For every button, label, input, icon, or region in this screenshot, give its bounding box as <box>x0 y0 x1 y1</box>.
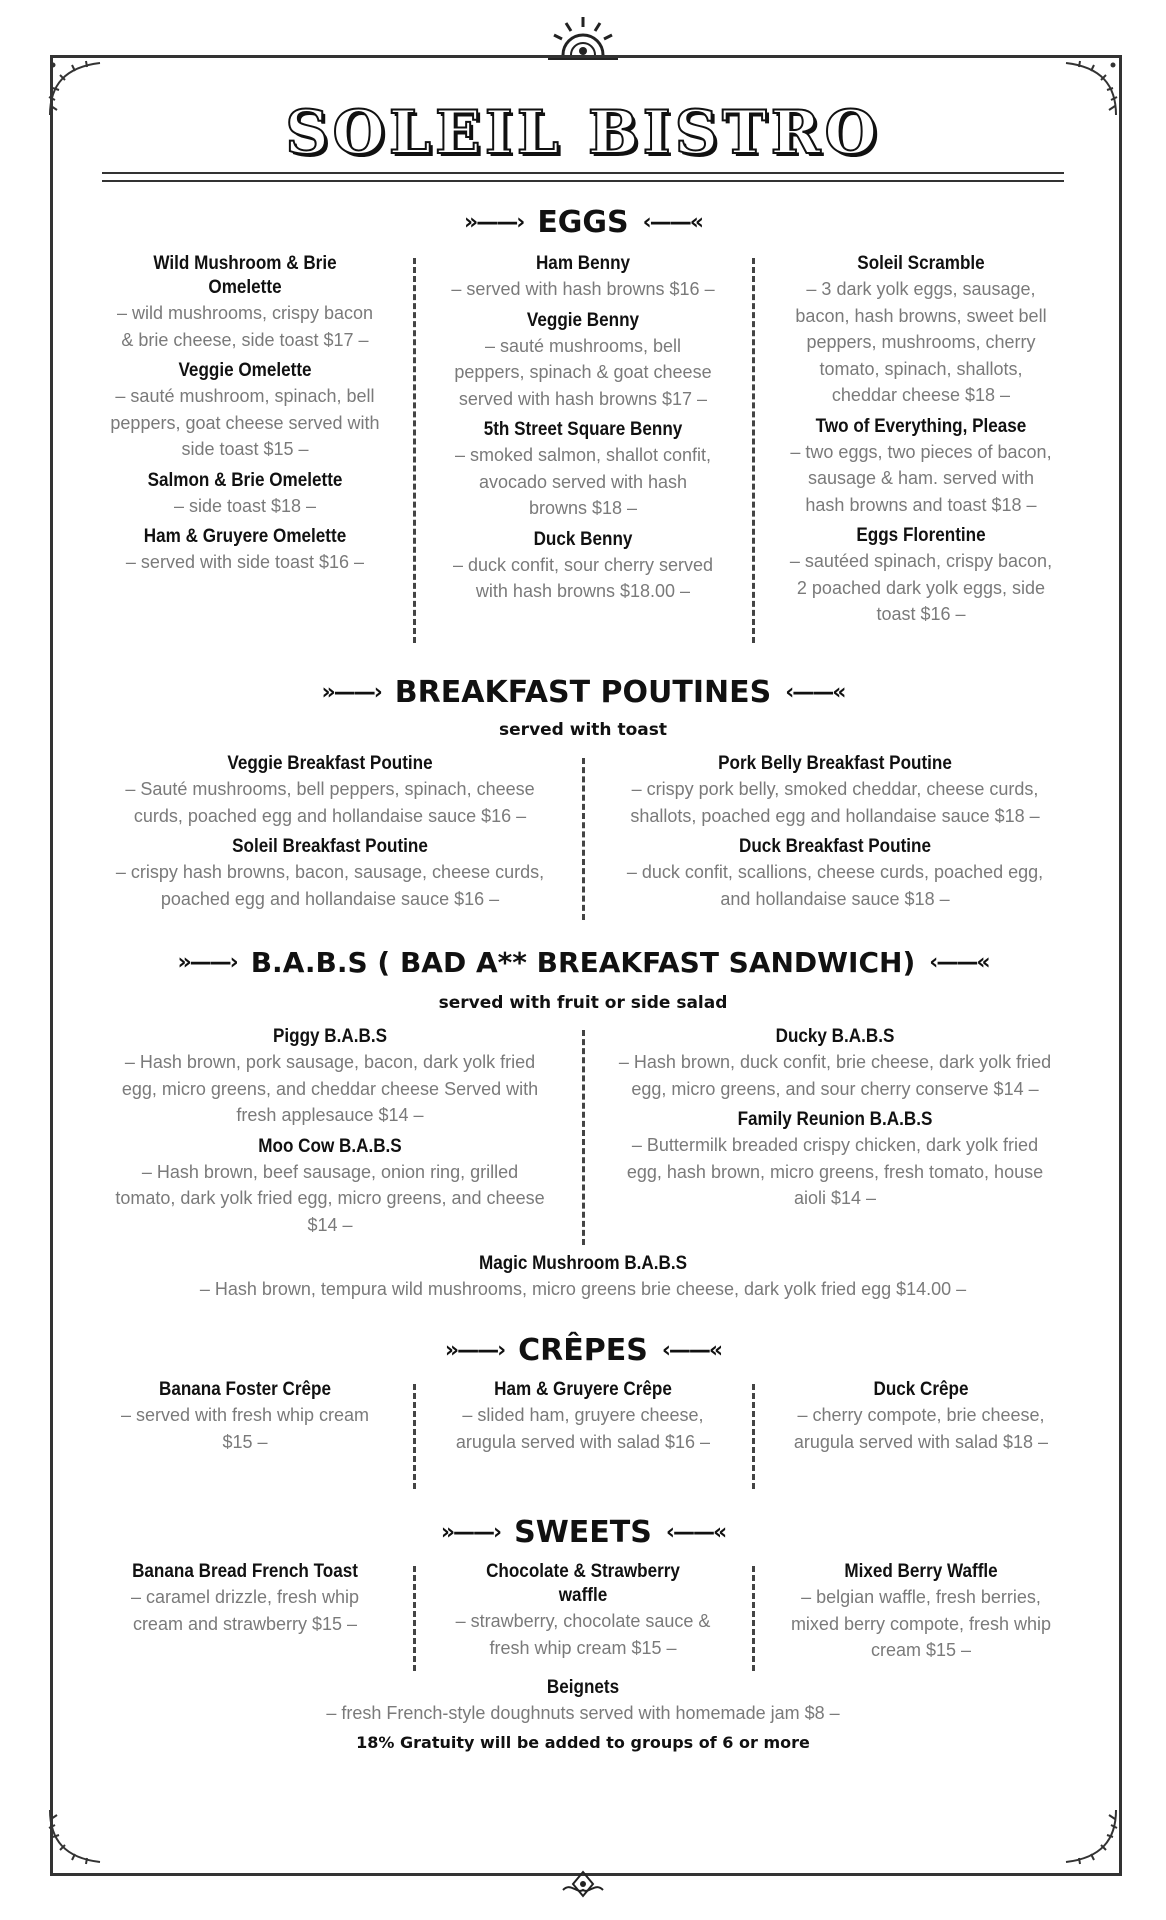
babs-heading <box>0 946 1166 979</box>
section-title: BREAKFAST POUTINES <box>394 675 772 710</box>
item-name: Banana Bread French Toast <box>132 1561 358 1582</box>
item-description: – sauté mushrooms, bell peppers, spinach & goat cheese served with hash browns $17 – <box>454 335 712 409</box>
item-name: Ducky B.A.B.S <box>775 1026 895 1047</box>
menu-item <box>448 528 718 605</box>
menu-item <box>615 835 1055 912</box>
menu-item <box>110 1252 1056 1303</box>
sweets-column-3 <box>786 1560 1056 1670</box>
item-description: – crispy pork belly, smoked cheddar, cheese curds, shallots, poached egg and hollandaise sauce $18 – <box>630 779 1040 826</box>
menu-item <box>448 309 718 413</box>
menu-item <box>110 469 380 520</box>
item-description: – fresh French-style doughnuts served with homemade jam $8 – <box>326 1703 840 1723</box>
poutines-column-2 <box>615 752 1055 918</box>
item-description: – caramel drizzle, fresh whip cream and strawberry $15 – <box>130 1587 360 1634</box>
menu-item <box>786 1560 1056 1664</box>
eggs-column-3 <box>786 252 1056 634</box>
item-description: – Hash brown, pork sausage, bacon, dark yolk fried egg, micro greens, and cheddar cheese Served with fresh applesauce $14 – <box>121 1052 539 1125</box>
column-divider <box>413 1384 416 1489</box>
gratuity-note: 18% Gratuity will be added to groups of 6 or more <box>356 1733 810 1752</box>
item-name: Eggs Florentine <box>856 525 986 546</box>
menu-item <box>110 1676 1056 1727</box>
item-name: Veggie Omelette <box>178 360 312 381</box>
eggs-heading <box>0 205 1166 240</box>
sweets-column-1 <box>110 1560 380 1643</box>
babs-full-width <box>110 1252 1056 1309</box>
item-name: Soleil Breakfast Poutine <box>232 836 428 857</box>
item-description: – served with fresh whip cream $15 – <box>120 1405 370 1452</box>
item-name: Banana Foster Crêpe <box>158 1379 332 1400</box>
item-description: – slided ham, gruyere cheese, arugula served with salad $16 – <box>455 1405 711 1452</box>
sweets-heading <box>0 1515 1166 1550</box>
arrow-right-icon: »——› <box>177 950 237 975</box>
crepes-column-2 <box>448 1378 718 1461</box>
item-description: – cherry compote, brie cheese, arugula served with salad $18 – <box>793 1405 1049 1452</box>
item-name: Ham & Gruyere Omelette <box>143 526 347 547</box>
menu-item <box>110 1378 380 1455</box>
crepes-column-1 <box>110 1378 380 1461</box>
item-description: – Sauté mushrooms, bell peppers, spinach, cheese curds, poached egg and hollandaise sauce $16 – <box>125 779 535 826</box>
item-name: Piggy B.A.B.S <box>272 1026 388 1047</box>
section-subtitle: served with fruit or side salad <box>438 993 728 1013</box>
menu-item <box>615 1108 1055 1212</box>
column-divider <box>582 758 585 920</box>
eggs-column-2 <box>448 252 718 611</box>
menu-item <box>110 525 380 576</box>
item-description: – 3 dark yolk eggs, sausage, bacon, hash browns, sweet bell peppers, mushrooms, cherry tomato, spinach, shallots, cheddar cheese $18 – <box>795 279 1047 405</box>
menu-item <box>110 835 550 912</box>
item-name: Two of Everything, Please <box>815 415 1027 437</box>
poutines-column-1 <box>110 752 550 918</box>
sun-icon <box>548 15 618 65</box>
item-description: – Buttermilk breaded crispy chicken, dark yolk fried egg, hash brown, micro greens, fresh tomato, house aioli $14 – <box>626 1135 1044 1208</box>
item-description: – Hash brown, duck confit, brie cheese, dark yolk fried egg, micro greens, and sour cherry conserve $14 – <box>618 1052 1052 1099</box>
corner-flourish-icon <box>45 1800 115 1870</box>
item-description: – sautéed spinach, crispy bacon, 2 poached dark yolk eggs, side toast $16 – <box>789 551 1053 624</box>
item-description: – wild mushrooms, crispy bacon & brie cheese, side toast $17 – <box>116 303 374 350</box>
arrow-left-icon: ‹——« <box>661 1338 722 1363</box>
menu-item <box>448 252 718 303</box>
item-description: – crispy hash browns, bacon, sausage, cheese curds, poached egg and hollandaise sauce $16 – <box>115 862 545 909</box>
item-name: Soleil Scramble <box>857 253 985 274</box>
item-description: – side toast $18 – <box>173 495 317 516</box>
column-divider <box>413 1566 416 1671</box>
menu-item <box>786 524 1056 628</box>
sweets-full-width <box>110 1676 1056 1733</box>
menu-item <box>110 252 380 353</box>
poutines-heading <box>0 675 1166 710</box>
item-name: Duck Crêpe <box>873 1379 969 1400</box>
section-title: CRÊPES <box>518 1333 648 1368</box>
arrow-left-icon: ‹——« <box>785 680 845 705</box>
menu-item <box>110 359 380 463</box>
item-description: – Hash brown, beef sausage, onion ring, grilled tomato, dark yolk fried egg, micro greens, and cheese $14 – <box>115 1161 545 1235</box>
bottom-ornament-icon <box>553 1870 613 1905</box>
menu-item <box>110 1135 550 1239</box>
item-description: – duck confit, sour cherry served with hash browns $18.00 – <box>452 554 714 601</box>
item-description: – smoked salmon, shallot confit, avocado served with hash browns $18 – <box>454 445 712 518</box>
item-name: 5th Street Square Benny <box>483 419 683 440</box>
menu-item <box>786 415 1056 519</box>
arrow-right-icon: »——› <box>464 210 524 235</box>
item-description: – two eggs, two pieces of bacon, sausage & ham. served with hash browns and toast $18 – <box>790 441 1052 515</box>
arrow-right-icon: »——› <box>440 1520 501 1545</box>
item-name: Magic Mushroom B.A.B.S <box>478 1253 688 1274</box>
item-name: Wild Mushroom & Brie Omelette <box>153 253 337 298</box>
arrow-left-icon: ‹——« <box>929 950 989 975</box>
item-name: Moo Cow B.A.B.S <box>258 1135 402 1157</box>
item-name: Ham Benny <box>535 253 631 274</box>
item-description: – served with side toast $16 – <box>125 552 365 572</box>
item-name: Veggie Benny <box>526 309 640 331</box>
menu-item <box>110 1560 380 1637</box>
item-name: Mixed Berry Waffle <box>844 1561 998 1582</box>
arrow-right-icon: »——› <box>444 1338 505 1363</box>
menu-item <box>448 1560 718 1661</box>
arrow-left-icon: ‹——« <box>665 1520 726 1545</box>
eggs-column-1 <box>110 252 380 582</box>
menu-item <box>615 1025 1055 1102</box>
crepes-heading <box>0 1333 1166 1368</box>
item-description: – Hash brown, tempura wild mushrooms, micro greens brie cheese, dark yolk fried egg $14.00 – <box>199 1279 967 1299</box>
menu-item <box>448 418 718 522</box>
item-name: Pork Belly Breakfast Poutine <box>718 753 952 774</box>
restaurant-title: SOLEIL BISTRO <box>285 98 881 168</box>
title-rule <box>102 172 1064 174</box>
babs-column-2 <box>615 1025 1055 1218</box>
menu-item <box>615 752 1055 829</box>
corner-flourish-icon <box>1051 1800 1121 1870</box>
section-subtitle: served with toast <box>499 720 667 740</box>
arrow-left-icon: ‹——« <box>642 210 702 235</box>
item-name: Ham & Gruyere Crêpe <box>494 1379 672 1400</box>
column-divider <box>752 1566 755 1671</box>
column-divider <box>413 258 416 643</box>
item-name: Duck Benny <box>533 528 633 550</box>
item-description: – strawberry, chocolate sauce & fresh whip cream $15 – <box>455 1611 711 1658</box>
column-divider <box>752 258 755 643</box>
item-name: Duck Breakfast Poutine <box>739 836 931 857</box>
item-name: Beignets <box>546 1677 620 1698</box>
item-description: – served with hash browns $16 – <box>451 279 715 299</box>
item-description: – sauté mushroom, spinach, bell peppers, goat cheese served with side toast $15 – <box>110 386 380 459</box>
item-name: Veggie Breakfast Poutine <box>227 753 433 774</box>
item-description: – belgian waffle, fresh berries, mixed berry compote, fresh whip cream $15 – <box>790 1587 1052 1660</box>
item-description: – duck confit, scallions, cheese curds, poached egg, and hollandaise sauce $18 – <box>626 862 1044 909</box>
arrow-right-icon: »——› <box>321 680 381 705</box>
item-name: Family Reunion B.A.B.S <box>737 1109 933 1130</box>
menu-item <box>110 1025 550 1129</box>
menu-item <box>786 252 1056 409</box>
title-rule <box>102 180 1064 182</box>
menu-item <box>448 1378 718 1455</box>
section-title: SWEETS <box>514 1515 652 1550</box>
menu-item <box>110 752 550 829</box>
item-name: Chocolate & Strawberry waffle <box>486 1561 680 1606</box>
section-title: EGGS <box>537 205 629 240</box>
menu-item <box>786 1378 1056 1455</box>
sweets-column-2 <box>448 1560 718 1667</box>
crepes-column-3 <box>786 1378 1056 1461</box>
column-divider <box>582 1030 585 1245</box>
item-name: Salmon & Brie Omelette <box>147 469 343 491</box>
section-title: B.A.B.S ( BAD A** BREAKFAST SANDWICH) <box>250 946 916 979</box>
column-divider <box>752 1384 755 1489</box>
babs-column-1 <box>110 1025 550 1244</box>
